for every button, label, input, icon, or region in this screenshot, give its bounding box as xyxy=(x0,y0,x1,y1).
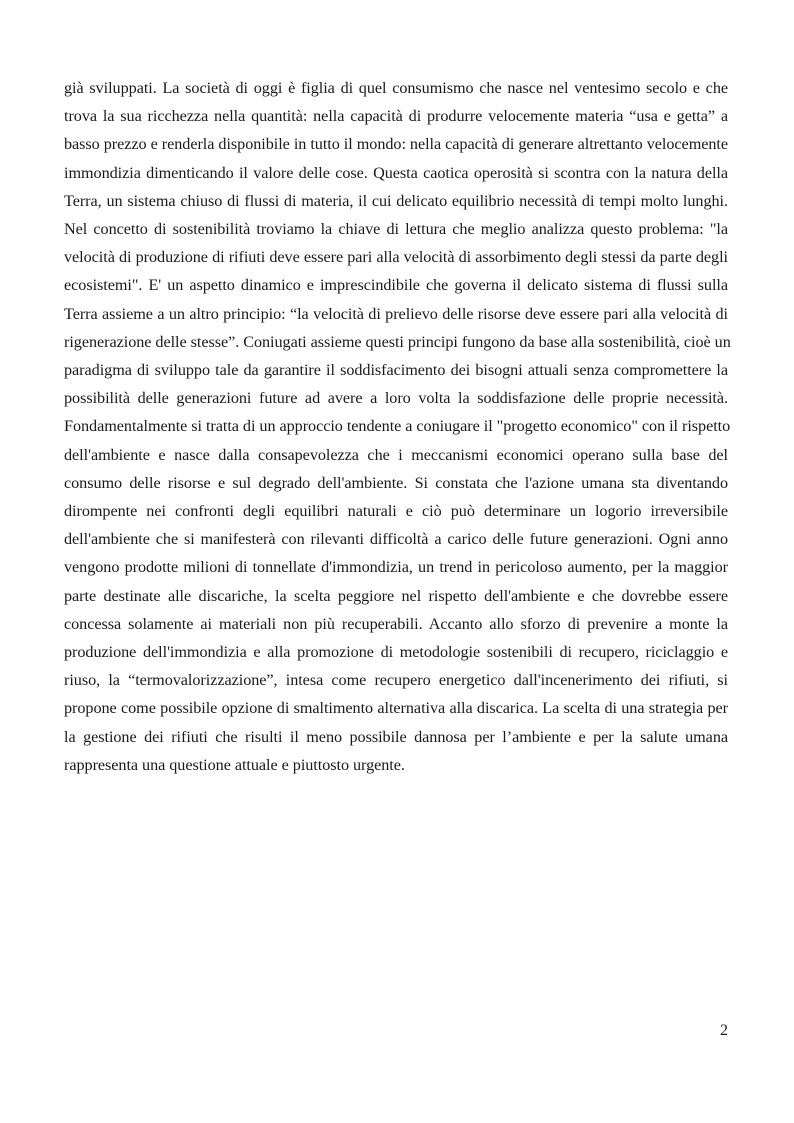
text-line: dirompente nei confronti degli equilibri naturali e ciò può determinare un logorio irreversibile xyxy=(64,502,728,520)
text-line: rigenerazione delle stesse”. Coniugati assieme questi principi fungono da base alla sostenibilità, cioè un xyxy=(64,332,731,351)
text-line: paradigma di sviluppo tale da garantire il soddisfacimento dei bisogni attuali senza compromettere la xyxy=(64,361,728,379)
text-line: immondizia dimenticando il valore delle cose. Questa caotica operosità si scontra con la natura della xyxy=(64,163,728,182)
text-line: Terra, un sistema chiuso di flussi di materia, il cui delicato equilibrio necessità di tempi molto lunghi. xyxy=(64,191,728,210)
text-line: Fondamentalmente si tratta di un approccio tendente a coniugare il "progetto economico" con il rispetto xyxy=(64,417,731,436)
text-line: dell'ambiente che si manifesterà con rilevanti difficoltà a carico delle future generazioni. Ogni anno xyxy=(64,530,728,549)
text-line: Nel concetto di sostenibilità troviamo la chiave di lettura che meglio analizza questo problema: "la xyxy=(64,220,728,238)
text-line: consumo delle risorse e sul degrado dell'ambiente. Si constata che l'azione umana sta diventando xyxy=(64,473,728,492)
text-line: trova la sua ricchezza nella quantità: nella capacità di produrre velocemente materia “usa e getta” a xyxy=(64,107,728,126)
text-line: produzione dell'immondizia e alla promozione di metodologie sostenibili di recupero, riciclaggio e xyxy=(64,643,728,661)
text-line: basso prezzo e renderla disponibile in tutto il mondo: nella capacità di generare altrettanto velocemente xyxy=(64,135,728,154)
text-line: possibilità delle generazioni future ad avere a loro volta la soddisfazione delle proprie necessità. xyxy=(64,389,728,408)
text-line: vengono prodotte milioni di tonnellate d'immondizia, un trend in pericoloso aumento, per la maggior xyxy=(64,558,728,577)
text-line: ecosistemi". E' un aspetto dinamico e imprescindibile che governa il delicato sistema di flussi sulla xyxy=(64,276,728,295)
text-line-last: rappresenta una questione attuale e piuttosto urgente. xyxy=(64,755,405,774)
text-line: concessa solamente ai materiali non più recuperabili. Accanto allo sforzo di prevenire a monte la xyxy=(64,614,728,633)
text-line: Terra assieme a un altro principio: “la velocità di prelievo delle risorse deve essere pari alla velocità di xyxy=(64,304,728,323)
text-line: riuso, la “termovalorizzazione”, intesa come recupero energetico dall'incenerimento dei rifiuti, si xyxy=(64,671,728,690)
text-line: dell'ambiente e nasce dalla consapevolezza che i meccanismi economici operano sulla base del xyxy=(64,445,728,464)
page-number: 2 xyxy=(720,1022,728,1039)
text-line: velocità di produzione di rifiuti deve essere pari alla velocità di assorbimento degli stessi da parte degli xyxy=(64,248,728,267)
text-line: propone come possibile opzione di smaltimento alternativa alla discarica. La scelta di una strategia per xyxy=(64,699,728,718)
text-line: parte destinate alle discariche, la scelta peggiore nel rispetto dell'ambiente e che dovrebbe essere xyxy=(64,586,728,605)
text-line: già sviluppati. La società di oggi è figlia di quel consumismo che nasce nel ventesimo secolo e che xyxy=(64,79,728,97)
text-line: la gestione dei rifiuti che risulti il meno possibile dannosa per l’ambiente e per la salute umana xyxy=(64,727,728,746)
